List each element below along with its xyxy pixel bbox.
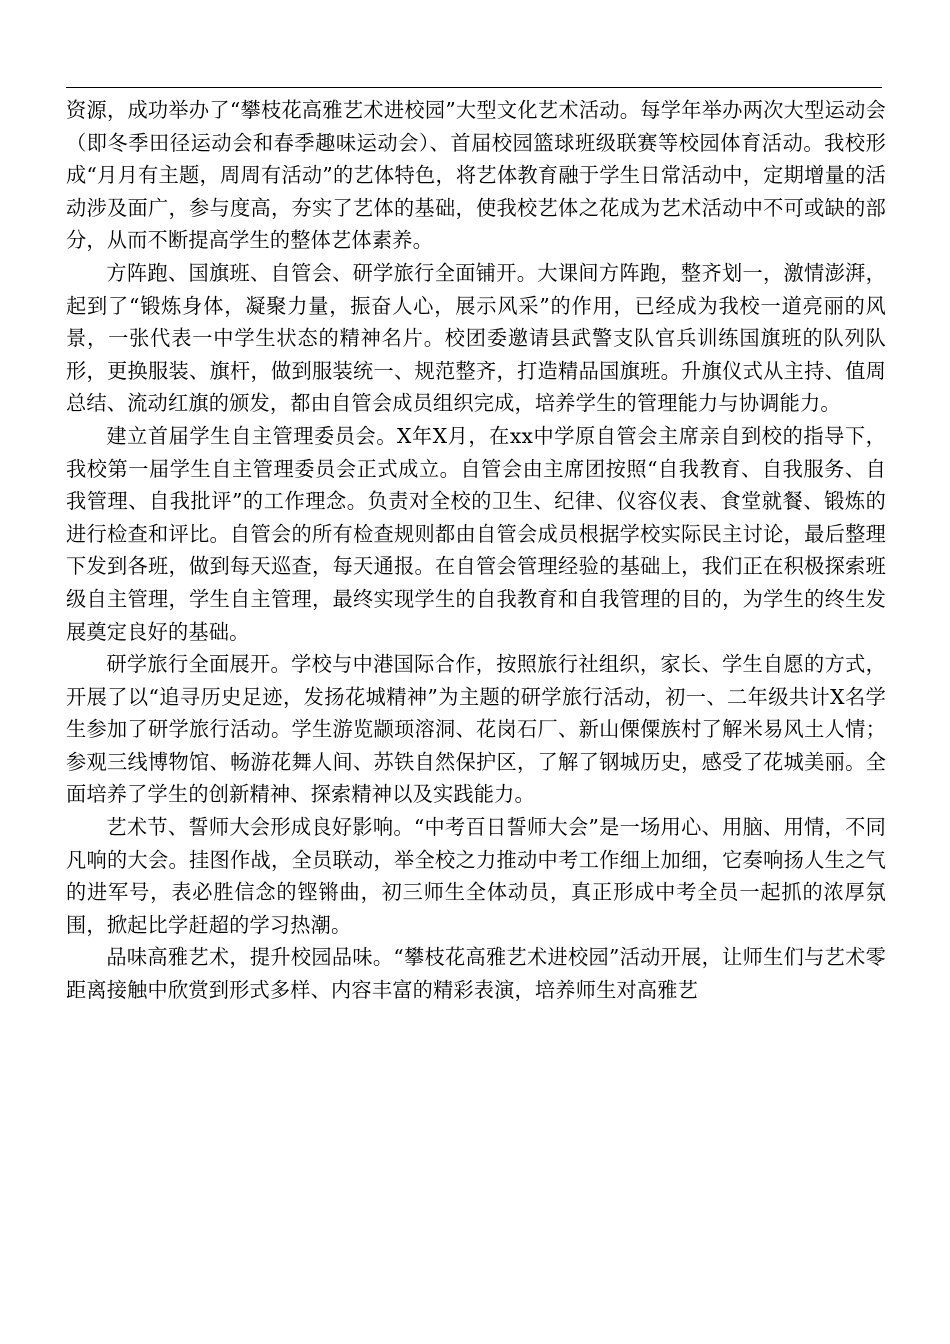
paragraph-3: 建立首届学生自主管理委员会。X年X月，在xx中学原自管会主席亲自到校的指导下，我校第一届学生自主管理委员会正式成立。自管会由主席团按照“自我教育、自我服务、自我管理、自我批评”的工作理念。负责对全校的卫生、纪律、仪容仪表、食堂就餐、锻炼的进行检查和评比。自管会的所有检查规则都由自管会成员根据学校实际民主讨论，最后整理下发到各班，做到每天巡查，每天通报。在自管会管理经验的基础上，我们正在积极探索班级自主管理，学生自主管理，最终实现学生的自我教育和自我管理的目的，为学生的终生发展奠定良好的基础。 bbox=[66, 423, 886, 644]
paragraph-2: 方阵跑、国旗班、自管会、研学旅行全面铺开。大课间方阵跑，整齐划一，激情澎湃，起到了“锻炼身体，凝聚力量，振奋人心，展示风采”的作用，已经成为我校一道亮丽的风景，一张代表一中学生状态的精神名片。校团委邀请县武警支队官兵训练国旗班的队列队形，更换服装、旗杆，做到服装统一、规范整齐，打造精品国旗班。升旗仪式从主持、值周总结、流动红旗的颁发，都由自管会成员组织完成，培养学生的管理能力与协调能力。 bbox=[66, 260, 886, 416]
paragraph-1: 资源，成功举办了“攀枝花高雅艺术进校园”大型文化艺术活动。每学年举办两次大型运动会（即冬季田径运动会和春季趣味运动会）、首届校园篮球班级联赛等校园体育活动。我校形成“月月有主题，周周有活动”的艺体特色，将艺体教育融于学生日常活动中，定期增量的活动涉及面广，参与度高，夯实了艺体的基础，使我校艺体之花成为艺术活动中不可或缺的部分，从而不断提高学生的整体艺体素养。 bbox=[66, 98, 886, 253]
paragraph-6: 品味高雅艺术，提升校园品味。“攀枝花高雅艺术进校园”活动开展，让师生们与艺术零距离接触中欣赏到形式多样、内容丰富的精彩表演，培养师生对高雅艺 bbox=[66, 945, 886, 1003]
paragraph-5: 艺术节、誓师大会形成良好影响。“中考百日誓师大会”是一场用心、用脑、用情，不同凡响的大会。挂图作战，全员联动，举全校之力推动中考工作细上加细，它奏响扬人生之气的进军号，表必胜信念的铿锵曲，初三师生全体动员，真正形成中考全员一起抓的浓厚氛围，掀起比学赶超的学习热潮。 bbox=[66, 815, 886, 937]
document-body bbox=[66, 94, 886, 1007]
paragraph-4: 研学旅行全面展开。学校与中港国际合作，按照旅行社组织，家长、学生自愿的方式，开展了以“追寻历史足迹，发扬花城精神”为主题的研学旅行活动，初一、二年级共计X名学生参加了研学旅行活动。学生游览颛顼溶洞、花岗石厂、新山傈僳族村了解米易风土人情；参观三线博物馆、畅游花舞人间、苏铁自然保护区，了解了钢城历史，感受了花城美丽。全面培养了学生的创新精神、探索精神以及实践能力。 bbox=[66, 652, 886, 807]
header-rule bbox=[66, 87, 882, 88]
